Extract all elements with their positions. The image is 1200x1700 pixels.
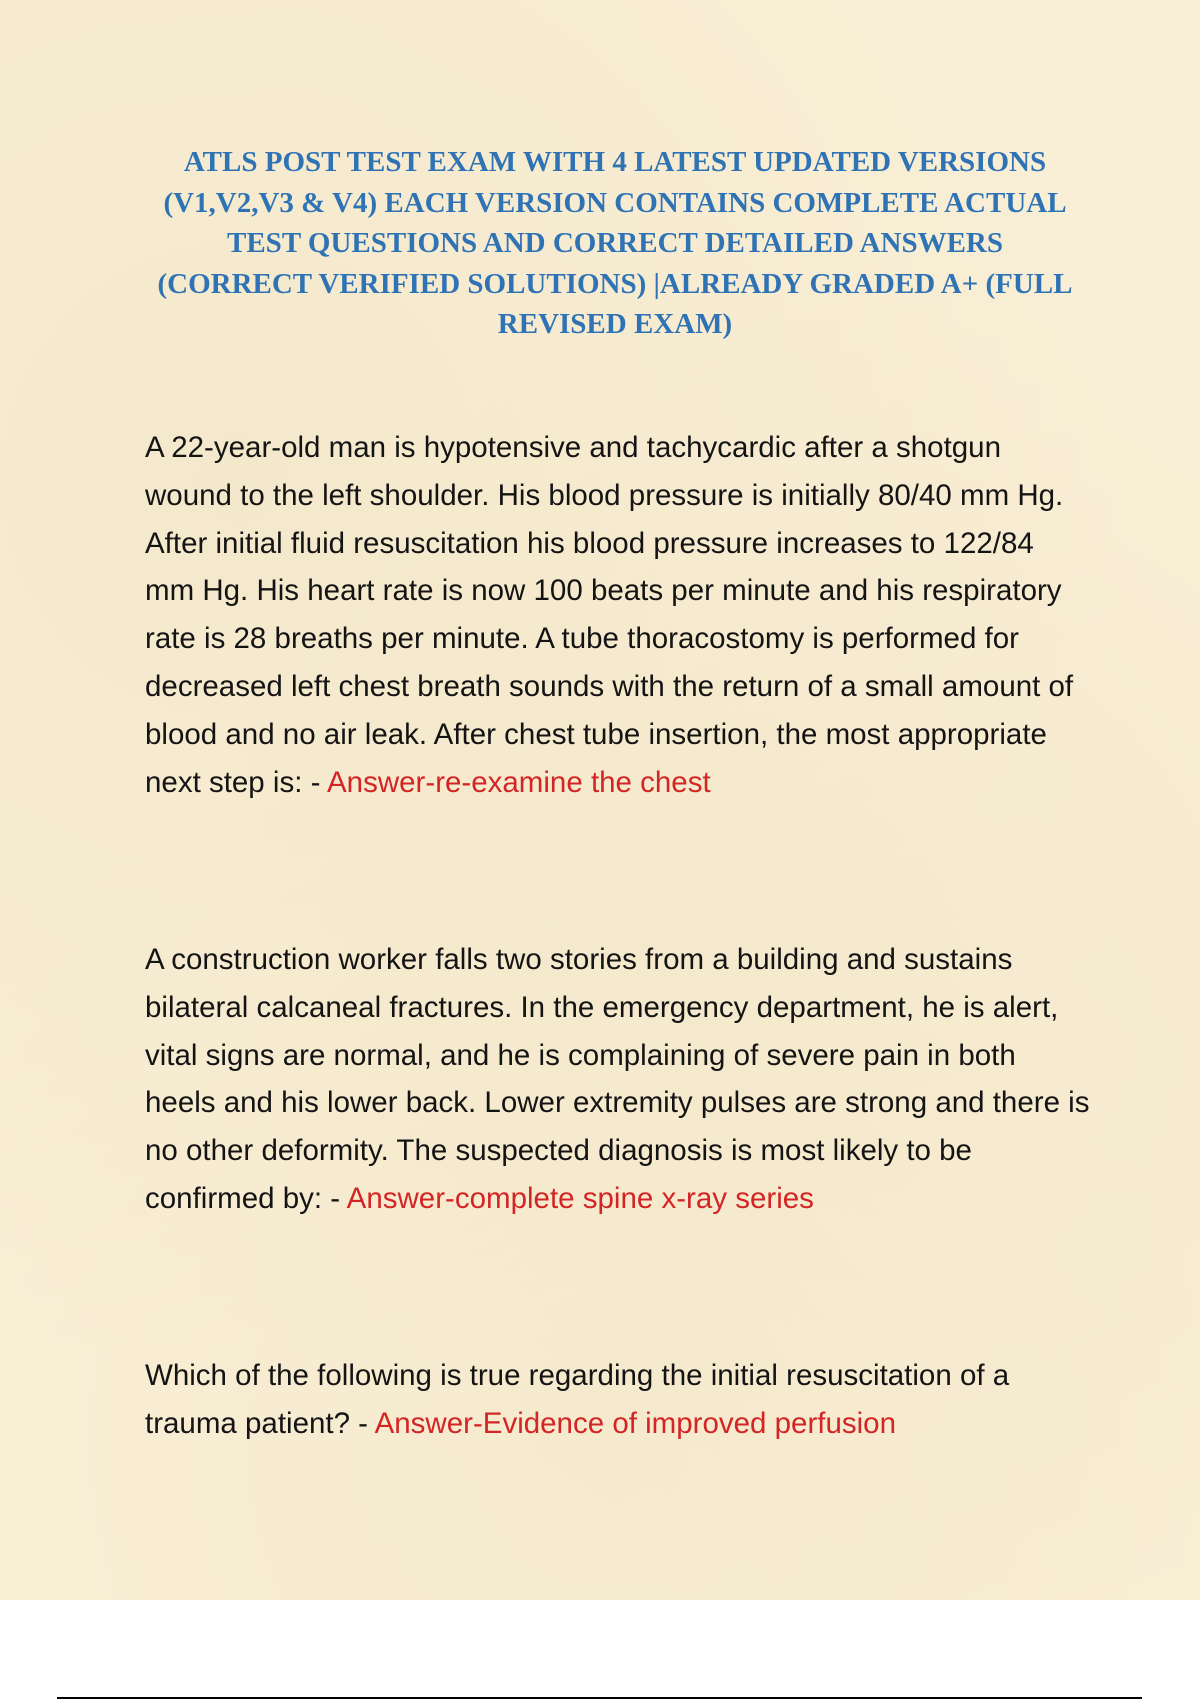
question-block xyxy=(145,424,1090,806)
document-title: ATLS POST TEST EXAM WITH 4 LATEST UPDATED VERSIONS (V1,V2,V3 & V4) EACH VERSION CONTAINS COMPLETE ACTUAL TEST QUESTIONS AND CORRECT DETAILED ANSWERS (CORRECT VERIFIED SOLUTIONS) |ALREADY GRADED A+ (FULL REVISED EXAM) xyxy=(157,146,1073,340)
question-text: A construction worker falls two stories from a building and sustains bilateral calcaneal fractures. In the emergency department, he is alert, vital signs are normal, and he is complaining of severe pain in both heels and his lower back. Lower extremity pulses are strong and there is no other deformity. The suspected diagnosis is most likely to be confirmed by: - xyxy=(145,943,1090,1215)
answer-text: Answer-Evidence of improved perfusion xyxy=(374,1406,896,1440)
page-divider xyxy=(57,1697,1142,1699)
answer-text: Answer-re-examine the chest xyxy=(327,765,711,799)
question-block xyxy=(145,936,1090,1223)
answer-text: Answer-complete spine x-ray series xyxy=(346,1181,814,1215)
question-text: Which of the following is true regarding the initial resuscitation of a trauma patient? - xyxy=(145,1359,1010,1440)
question-text: A 22-year-old man is hypotensive and tachycardic after a shotgun wound to the left shoulder. His blood pressure is initially 80/40 mm Hg. After initial fluid resuscitation his blood pressure increases to 122/84 mm Hg. His heart rate is now 100 beats per minute and his respiratory rate is 28 breaths per minute. A tube thoracostomy is performed for decreased left chest breath sounds with the return of a small amount of blood and no air leak. After chest tube insertion, the most appropriate next step is: - xyxy=(145,431,1074,799)
question-block xyxy=(145,1352,1090,1448)
